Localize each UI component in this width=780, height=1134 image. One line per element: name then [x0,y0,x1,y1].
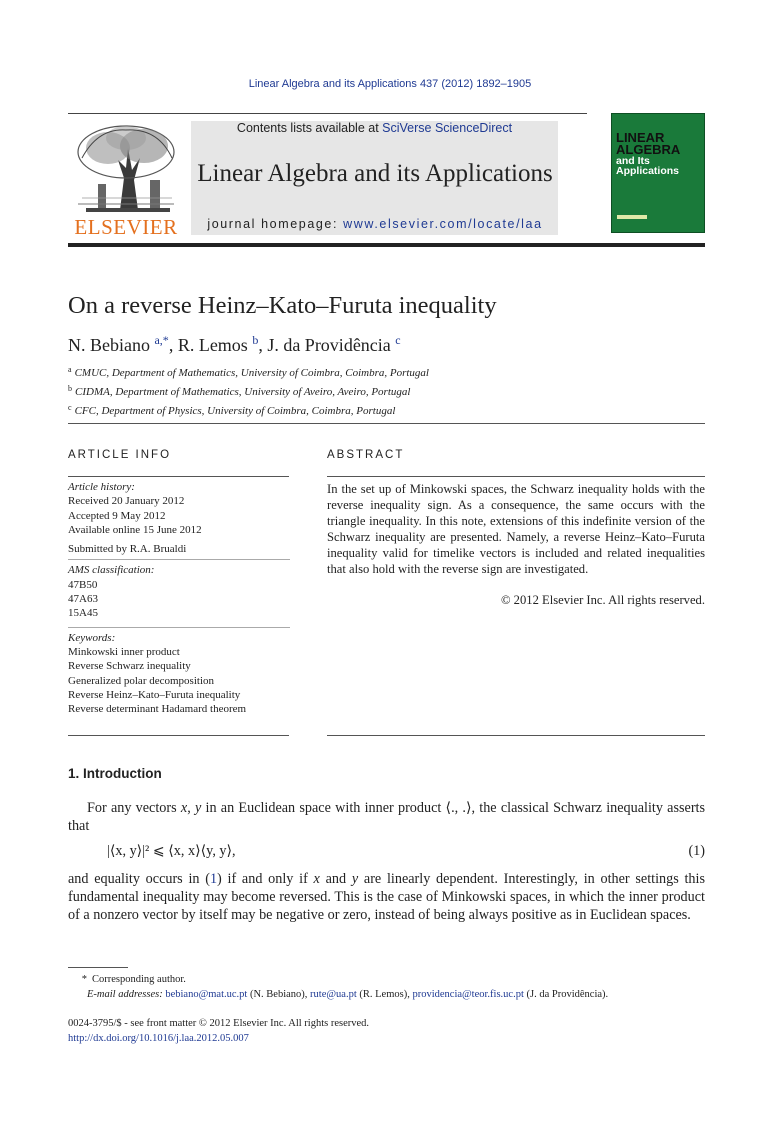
journal-citation[interactable]: Linear Algebra and its Applications 437 (2012) 1892–1905 [248,78,532,90]
keyword: Minkowski inner product [68,645,180,658]
accepted-date: Accepted 9 May 2012 [68,509,166,522]
email-link-providencia[interactable]: providencia@teor.fis.uc.pt [412,988,524,1000]
journal-cover [611,113,705,233]
equation-reference-link[interactable]: 1 [209,871,218,887]
cover-band [617,215,647,219]
email-owner: (N. Bebiano), [247,988,311,1000]
header-top-rule [68,113,587,114]
email-owner: (R. Lemos), [356,988,413,1000]
email-label: E-mail addresses: [87,988,163,1000]
email-owner: (J. da Providência). [523,988,609,1000]
ams-label: AMS classification: [68,564,155,577]
abstract-heading: ABSTRACT [327,449,405,461]
title-divider [68,423,705,424]
keywords-label: Keywords: [68,631,116,644]
author-list: N. Bebiano $^{a,*}$, R. Lemos $^b$, J. da Providência $^c$ [68,333,401,355]
equation-number: (1) [688,843,705,859]
keyword: Reverse determinant Hadamard theorem [68,703,247,716]
author-name: R. Lemos [177,335,248,355]
homepage-prefix: journal homepage: [207,217,344,231]
article-info-column [68,480,290,716]
paper-title: On a reverse Heinz–Kato–Furuta inequality [68,292,497,319]
ams-code: 15A45 [68,607,98,620]
history-label: Article history: [68,481,135,493]
math-var: y [194,800,202,816]
issn-line: 0024-3795/$ - see front matter © 2012 Elsevier Inc. All rights reserved. [68,1018,370,1029]
homepage-link[interactable]: www.elsevier.com/locate/laa [343,217,543,231]
affiliation-marker: b [68,384,72,393]
intro-paragraph-2 [68,871,705,924]
publisher-wordmark: ELSEVIER [74,215,178,239]
affiliation-line [68,400,429,419]
abstract-rule-bottom [327,735,705,736]
text-run: and equality occurs in ( [68,871,210,887]
contents-prefix: Contents lists available at [236,121,383,135]
footnote-rule [68,967,128,968]
info-rule-top [68,476,289,477]
info-rule-bottom [68,735,289,736]
corresponding-author-note [68,973,705,988]
intro-paragraph-1 [68,800,705,836]
abstract-rule-top [327,476,705,477]
email-line [68,988,705,1003]
keyword: Generalized polar decomposition [68,674,215,687]
affiliation-marker: a [68,365,72,374]
article-info-heading: ARTICLE INFO [68,449,172,461]
footnote-star: * [81,974,87,985]
cover-line-4: Applications [616,165,680,177]
affiliation-marker: c [68,403,72,412]
doi-link[interactable]: http://dx.doi.org/10.1016/j.laa.2012.05.007 [68,1032,249,1044]
affiliation-line [68,381,429,400]
text-run: are linearly dependent. Interestingly, in other settings this fundamental inequality may become reversed. This is the case of Minkowski spaces, in which the inner product of a nonzero vector by itself may be negative or zero, instead of being always positive as in Euclidean spaces. [68,871,705,923]
abstract-copyright: © 2012 Elsevier Inc. All rights reserved. [500,593,705,607]
ams-code: 47A63 [68,593,98,606]
math-var: y [351,871,359,887]
cover-line-2: ALGEBRA [616,142,681,157]
section-heading-introduction: 1. Introduction [68,766,162,781]
submitted-by: Submitted by R.A. Brualdi [68,543,187,556]
footnotes [68,973,705,1002]
author-affiliation-marker[interactable]: a,* [154,333,169,347]
journal-name: Linear Algebra and its Applications [197,160,553,187]
sciencedirect-link[interactable]: SciVerse ScienceDirect [382,121,513,135]
author-affiliation-marker[interactable]: b [252,333,259,347]
affiliations [68,362,429,419]
text-run: and [319,871,352,887]
affiliation-line [68,362,429,381]
text-run: , [187,800,195,816]
page-footer [68,1017,705,1046]
contents-line [191,121,558,135]
email-link-bebiano[interactable]: bebiano@mat.uc.pt [165,988,248,1000]
publisher-logo [68,118,184,239]
cover-line-1: LINEAR [616,130,665,145]
text-run: in an Euclidean space with inner product ⟨., .⟩, the classical Schwarz inequality asserts that [68,800,706,834]
email-link-lemos[interactable]: rute@ua.pt [310,988,357,1000]
header-thick-rule [68,243,705,247]
author-name: J. da Providência [267,335,391,355]
author-affiliation-marker[interactable]: c [395,333,401,347]
affiliation-text: CIDMA, Department of Mathematics, University of Aveiro, Aveiro, Portugal [75,386,411,398]
keyword: Reverse Schwarz inequality [68,660,191,673]
received-date: Received 20 January 2012 [68,495,185,508]
math-var: x [313,871,320,887]
math-var: x [180,800,188,816]
cover-title [616,132,680,176]
affiliation-text: CMUC, Department of Mathematics, University of Coimbra, Coimbra, Portugal [74,367,429,379]
cover-line-3: and Its [616,155,650,167]
keyword: Reverse Heinz–Kato–Furuta inequality [68,688,241,701]
equation-1: |⟨x, y⟩|² ⩽ ⟨x, x⟩⟨y, y⟩, [107,843,236,859]
journal-homepage [175,217,575,231]
info-separator [68,559,290,560]
ams-code: 47B50 [68,578,98,591]
text-run: For any vectors [87,800,181,816]
author-name: N. Bebiano [68,335,150,355]
corresponding-text: Corresponding author. [92,974,186,985]
affiliation-text: CFC, Department of Physics, University of Coimbra, Coimbra, Portugal [74,405,396,417]
info-separator [68,627,290,628]
text-run: ) if and only if [217,871,314,887]
available-date: Available online 15 June 2012 [68,523,202,536]
abstract-text: In the set up of Minkowski spaces, the Schwarz inequality holds with the reverse inequality sign. As a consequence, the same occurs with the triangle inequality. In this note, extensions of this indefinite version of the Schwarz inequality are presented. Namely, a reverse Heinz–Kato–Furuta inequality valid for timelike vectors is included and related inequalities that also hold with the reverse sign are investigated. [327,482,705,576]
